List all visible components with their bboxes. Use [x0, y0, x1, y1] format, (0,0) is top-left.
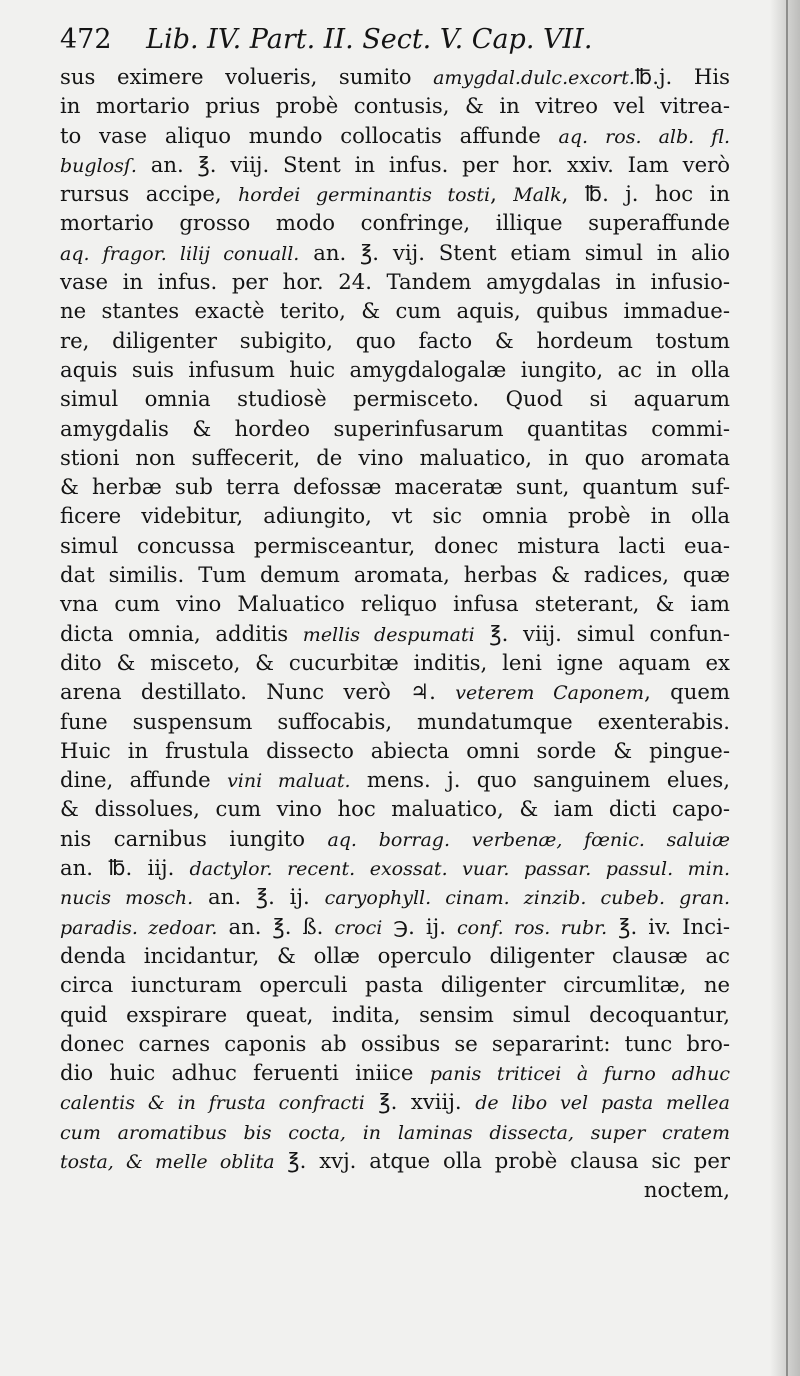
text-span: simul omnia studiosè permisceto. Quod si aquarum [60, 386, 730, 412]
italic-text-span: hordei germinantis tosti [238, 184, 491, 207]
text-span: an. ℥. ij. [193, 884, 325, 910]
italic-text-span: de libo vel pasta mellea [475, 1092, 730, 1115]
page-number: 472 [60, 24, 112, 55]
text-line [60, 1146, 730, 1175]
binding-edge [786, 0, 788, 1376]
italic-text-span: paradis. zedoar. [60, 916, 218, 939]
text-line [60, 1058, 730, 1087]
text-span: mens. j. quo sanguinem elues, [350, 767, 730, 793]
italic-text-span: cum aromatibus bis cocta, in laminas dissecta, super cratem [60, 1121, 730, 1144]
text-span: fune suspensum suffocabis, mundatumque exenterabis. [60, 708, 730, 734]
text-span: in mortario prius probè contusis, & in vitreo vel vitrea- [60, 93, 730, 119]
text-line [60, 1087, 730, 1116]
text-line [60, 824, 730, 853]
text-span: rursus accipe, [60, 181, 239, 207]
text-span: donec carnes caponis ab ossibus se separarint: tunc bro- [60, 1030, 730, 1056]
text-line [60, 853, 730, 882]
text-span: an. ℥. viij. Stent in infus. per hor. xxiv. Iam verò [136, 151, 730, 177]
text-span: re, diligenter subigito, quo facto & hordeum tostum [60, 327, 730, 353]
text-span: ℥. iv. Inci- [607, 913, 730, 939]
text-line [60, 707, 730, 736]
running-head [60, 18, 750, 62]
text-span: arena destillato. Nunc verò ♃. [60, 679, 456, 705]
text-line [60, 1175, 730, 1204]
text-span: circa iuncturam operculi pasta diligenter circumlitæ, ne [60, 972, 730, 998]
text-line [60, 589, 730, 618]
text-line [60, 91, 730, 120]
text-span: dio huic adhuc feruenti iniice [60, 1060, 430, 1086]
text-span: an. ℔. iij. [60, 855, 190, 881]
text-line [60, 472, 730, 501]
text-line [60, 970, 730, 999]
text-line [60, 619, 730, 648]
text-span: vase in infus. per hor. 24. Tandem amygdalas in infusio- [60, 269, 730, 295]
italic-text-span: aq. fragor. lilij conuall. [60, 242, 300, 265]
italic-text-span: veterem Caponem [455, 682, 645, 705]
text-line [60, 179, 730, 208]
text-span: vna cum vino Maluatico reliquo infusa steterant, & iam [60, 591, 730, 617]
section-reference: Lib. IV. Part. II. Sect. V. Cap. VII. [146, 24, 593, 55]
text-line [60, 208, 730, 237]
italic-text-span: aq. ros. alb. fl. [558, 125, 730, 148]
text-span: ℥. viij. simul confun- [474, 620, 731, 646]
text-line [60, 677, 730, 706]
text-span: Huic in frustula dissecto abiecta omni sorde & pingue- [60, 737, 730, 763]
text-line [60, 1029, 730, 1058]
italic-text-span: mellis despumati [302, 623, 475, 646]
text-line [60, 121, 730, 150]
text-span: dito & misceto, & cucurbitæ inditis, leni igne aquam ex [60, 649, 730, 675]
italic-text-span: croci [334, 916, 383, 939]
italic-text-span: dactylor. recent. exossat. vuar. passar. passul. min. [189, 858, 731, 881]
text-span: mortario grosso modo confringe, illique superaffunde [60, 210, 730, 236]
italic-text-span: conf. ros. rubr. [457, 916, 608, 939]
text-line [60, 296, 730, 325]
text-span: ne stantes exactè terito, & cum aquis, quibus immadue- [60, 298, 730, 324]
text-span: to vase aliquo mundo collocatis affunde [60, 122, 559, 148]
page-gutter-shadow [770, 0, 800, 1376]
text-span: an. ℥. ß. [217, 913, 335, 939]
text-span: , [490, 181, 514, 207]
text-span: ℥. xviij. [364, 1089, 476, 1115]
text-span: simul concussa permisceantur, donec mistura lacti eua- [60, 532, 730, 558]
text-span: quid exspirare queat, indita, sensim simul decoquantur, [60, 1001, 730, 1027]
text-line [60, 414, 730, 443]
text-line [60, 912, 730, 941]
italic-text-span: aq. borrag. verbenæ, fœnic. saluiæ [327, 828, 730, 851]
text-span: nis carnibus iungito [60, 825, 328, 851]
text-line [60, 384, 730, 413]
text-line [60, 443, 730, 472]
text-span: ℈. ij. [382, 913, 457, 939]
text-line [60, 1117, 730, 1146]
italic-text-span: amygdal.dulc.excort. [433, 67, 635, 89]
italic-text-span: caryophyll. cinam. zinzib. cubeb. gran. [324, 887, 730, 910]
text-line [60, 560, 730, 589]
text-line [60, 648, 730, 677]
text-span: dat similis. Tum demum aromata, herbas & radices, quæ [60, 562, 730, 588]
text-line [60, 1000, 730, 1029]
text-line [60, 765, 730, 794]
text-line [60, 267, 730, 296]
text-span: denda incidantur, & ollæ operculo diligenter clausæ ac [60, 942, 730, 968]
text-span: aquis suis infusum huic amygdalogalæ iungito, ac in olla [60, 356, 730, 382]
text-line [60, 882, 730, 911]
text-span: amygdalis & hordeo superinfusarum quantitas commi- [60, 415, 730, 441]
italic-text-span: nucis mosch. [60, 887, 194, 910]
text-body [60, 62, 730, 1205]
text-span: , quem [644, 679, 730, 705]
text-span: noctem, [643, 1177, 730, 1203]
text-line [60, 794, 730, 823]
text-span: , ℔. j. hoc in [561, 181, 730, 207]
text-span: ℔.j. His [634, 64, 730, 89]
text-line [60, 355, 730, 384]
text-span: sus eximere volueris, sumito [60, 64, 434, 89]
text-line [60, 238, 730, 267]
text-line [60, 62, 730, 91]
text-line [60, 150, 730, 179]
italic-text-span: panis triticei à furno adhuc [429, 1063, 730, 1086]
text-span: an. ℥. vij. Stent etiam simul in alio [299, 239, 730, 265]
italic-text-span: tosta, & melle oblita [60, 1150, 275, 1173]
text-span: ℥. xvj. atque olla probè clausa sic per [274, 1147, 730, 1173]
text-line [60, 736, 730, 765]
italic-text-span: buglosſ. [60, 154, 137, 177]
text-span: dine, affunde [60, 767, 228, 793]
text-span: & dissolues, cum vino hoc maluatico, & iam dicti capo- [60, 796, 730, 822]
text-span: ficere videbitur, adiungito, vt sic omnia probè in olla [60, 503, 730, 529]
text-line [60, 501, 730, 530]
text-line [60, 326, 730, 355]
italic-text-span: calentis & in frusta confracti [60, 1092, 365, 1115]
text-line [60, 531, 730, 560]
text-span: dicta omnia, additis [60, 620, 303, 646]
text-span: stioni non suffecerit, de vino maluatico, in quo aromata [60, 444, 730, 470]
text-span: & herbæ sub terra defossæ maceratæ sunt, quantum suf- [60, 474, 730, 500]
italic-text-span: vini maluat. [227, 770, 351, 793]
text-line [60, 941, 730, 970]
italic-text-span: Malk [513, 184, 562, 207]
